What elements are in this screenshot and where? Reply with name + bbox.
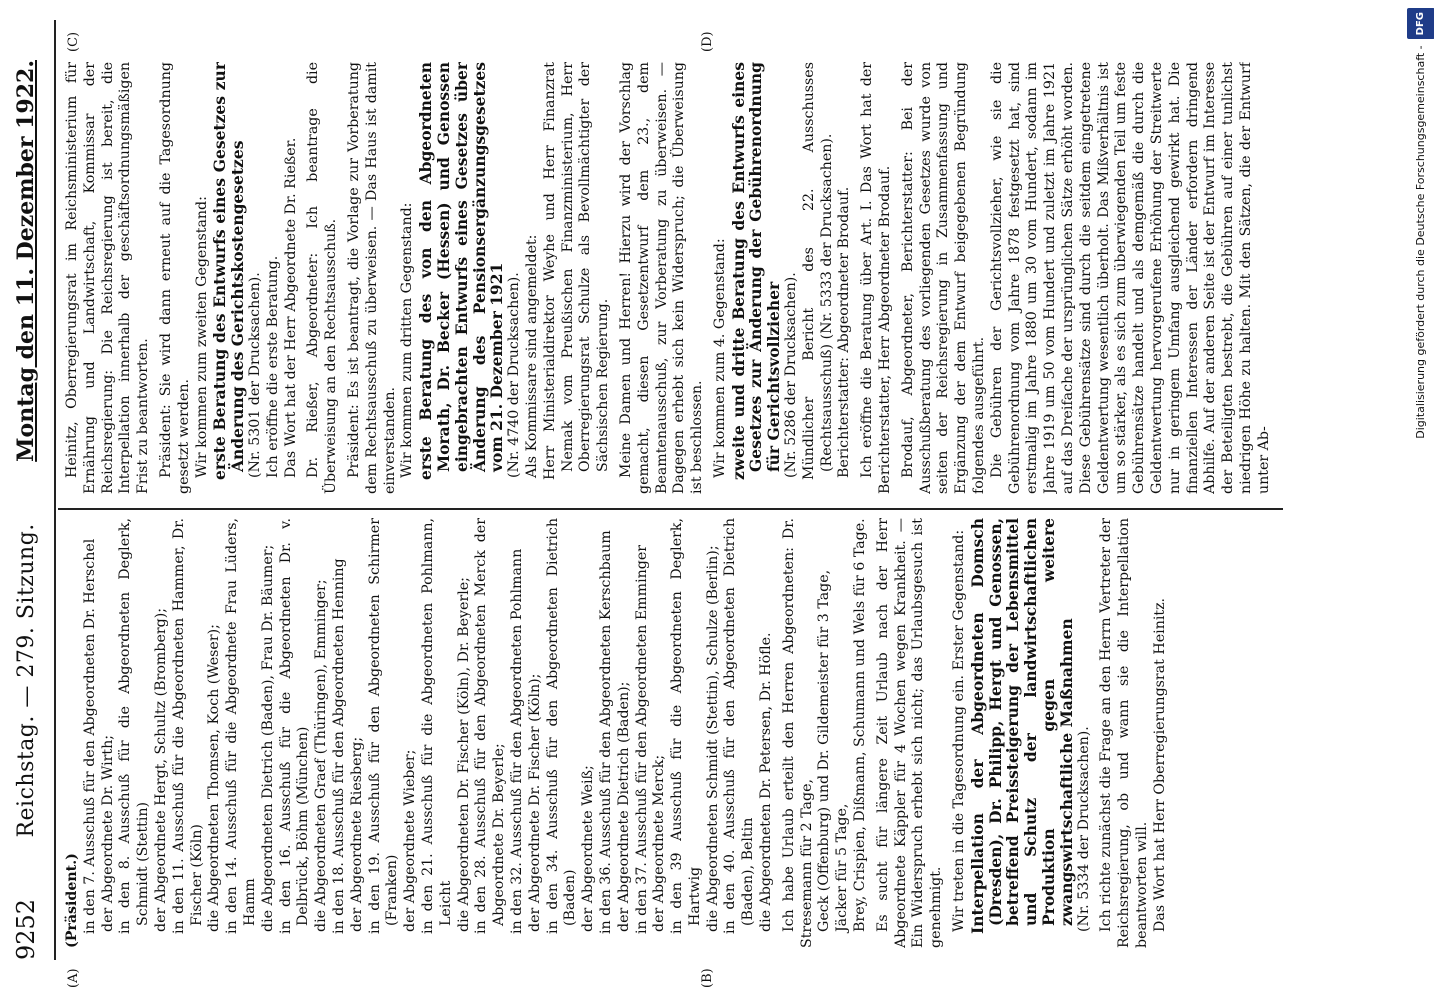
paragraph: Ich eröffne die Beratung über Art. I. Das Wort hat der Berichterstatter, Herr Abgeordneter Brodauf. [859, 62, 894, 494]
paragraph: Präsident: Sie wird dann erneut auf die Tagesordnung gesetzt werden. [157, 62, 192, 494]
paragraph: Ich richte zunächst die Frage an den Herrn Vertreter der Reichsregierung, ob und wann sie die Interpellation beantworten will. [1098, 518, 1151, 948]
paragraph: in den 37. Ausschuß für den Abgeordneten Emminger [633, 544, 650, 934]
paragraph: die Abgeordneten Dr. Petersen, Dr. Höfle. [758, 632, 775, 932]
paragraph: die Abgeordneten Dr. Fischer (Köln), Dr. Beyerle; [455, 577, 472, 932]
paragraph: Das Wort hat Herr Oberregierungsrat Heinitz. [1151, 597, 1168, 932]
page-number: 9252 [12, 898, 40, 960]
paragraph: Brey, Crispien, Dißmann, Schumann und Wels für 6 Tage. [852, 518, 869, 932]
paragraph: die Abgeordneten Dietrich (Baden), Frau Dr. Bäumer; [259, 544, 276, 932]
margin-mark-d: (D) [700, 31, 715, 52]
paragraph: Mündlicher Bericht des 22. Ausschusses (Rechtsausschuß) (Nr. 5333 der Drucksachen). [800, 62, 835, 480]
paragraph: in den 40. Ausschuß für den Abgeordneten Dietrich (Baden), Beltin [722, 518, 757, 934]
paragraph: der Abgeordnete Dr. Wirth; [99, 734, 116, 932]
paragraph: Heinitz, Oberregierungsrat im Reichsministerium für Ernährung und Landwirtschaft, Kommissar der Reichsregierung: Die Reichsregierung ist bereit, die Interpellation innerhalb der geschäftsordnungsmäßigen Frist zu beantworten. [64, 62, 152, 494]
paragraph: der Abgeordnete Merck; [651, 754, 668, 932]
paragraph: Dr. Rießer, Abgeordneter: Ich beantrage die Überweisung an den Rechtsausschuß. [305, 62, 340, 494]
paragraph: in den 7. Ausschuß für den Abgeordneten Dr. Herschel [81, 538, 98, 934]
paragraph: in den 19. Ausschuß für den Abgeordneten Schirmer (Franken) [366, 518, 401, 934]
margin-mark-b: (B) [700, 968, 715, 988]
paragraph: Berichterstatter: Abgeordneter Brodauf. [836, 186, 853, 478]
credit-text: Digitalisierung gefördert durch die Deutsche Forschungsgemeinschaft - [1414, 45, 1427, 439]
paragraph: in den 36. Ausschuß für den Abgeordneten Kerschbaum [597, 530, 614, 934]
paragraph: (Nr. 5301 der Drucksachen). [246, 272, 263, 478]
paragraph: in den 16. Ausschuß für die Abgeordneten Dr. v. Delbrück, Böhm (München) [277, 518, 312, 934]
paragraph: Ich eröffne die erste Beratung. [264, 255, 281, 478]
paragraph: Als Kommissare sind angemeldet: [523, 234, 540, 478]
paragraph: Brodauf, Abgeordneter, Berichterstatter: Bei der Ausschußberatung des vorliegenden Gesetzes wurde von seiten der Reichsregierung in Zusammenfassung und Ergänzung der dem Entwurf beigegebenen Begründung folgendes ausgeführt. [899, 62, 988, 494]
paragraph: erste Beratung des von den Abgeordneten Morath, Dr. Becker (Hessen) und Genossen eingebrachten Entwurfs eines Gesetzes über Änderung des Pensionsergänzungsgesetzes vom 21. Dezember 1921 [416, 62, 507, 480]
paragraph: Interpellation der Abgeordneten Domsch (Dresden), Dr. Philipp, Hergt und Genossen, betreffend Preissteigerung der Lebensmittel und Schutz der landwirtschaftlichen Produktion gegen weitere zwangswirtschaftliche Maßnahmen [967, 518, 1076, 934]
session-date: Montag den 11. Dezember 1922. [13, 60, 39, 462]
paragraph: der Abgeordnete Wieber; [402, 749, 419, 932]
paragraph: in den 39 Ausschuß für die Abgeordneten Deglerk, Hartwig [669, 518, 703, 934]
paragraph: (Nr. 5334 der Drucksachen). [1075, 726, 1092, 932]
paragraph: zweite und dritte Beratung des Entwurfs eines Gesetzes zur Änderung der Gebührenordnung für Gerichtsvollzieher [728, 62, 784, 480]
paragraph: der Abgeordnete Riesberg; [348, 736, 365, 932]
paragraph: (Präsident.) [64, 853, 80, 948]
paragraph: die Abgeordneten Thomsen, Koch (Weser); [206, 624, 223, 932]
paragraph: der Abgeordnete Dr. Fischer (Köln); [526, 673, 543, 932]
paragraph: Ich habe Urlaub erteilt den Herren Abgeordneten: Dr. Stresemann für 2 Tage, [780, 518, 815, 948]
header-rule [54, 20, 56, 960]
paragraph: der Abgeordnete Weiß; [580, 765, 597, 932]
paragraph: Wir kommen zum 4. Gegenstand: [711, 238, 728, 478]
left-column [64, 518, 1284, 948]
digitization-credit [1408, 0, 1434, 1000]
paragraph: Die Gebühren der Gerichtsvollzieher, wie sie die Gebührenordnung vom Jahre 1878 festgesetzt hat, sind erstmalig im Jahre 1880 um 30 vom Hundert, sodann im Jahre 1919 um 50 vom Hundert und zuletzt im Jahre 1921 auf das Dreifache der ursprünglichen Sätze erhöht worden. Diese Gebührensätze sind durch die seitdem eingetretene Geldentwertung wesentlich überholt. Das Mißverhältnis ist um so stärker, als es sich zum überwiegenden Teil um feste Gebührensätze handelt und als demgemäß die durch die Geldentwertung hervorgerufene Erhöhung der Streitwerte nur in geringem Umfang ausgleichend gewirkt hat. Die finanziellen Interessen der Länder erfordern dringend Abhilfe. Auf der anderen Seite ist der Entwurf im Interesse der Beteiligten bestrebt, die Gebühren auf einer tunlichst niedrigen Höhe zu halten. Mit den Sätzen, die der Entwurf unter Ab- [988, 62, 1272, 494]
paragraph: in den 8. Ausschuß für die Abgeordneten Deglerk, Schmidt (Stettin) [117, 518, 152, 934]
paragraph: die Abgeordneten Schmidt (Stettin), Schulze (Berlin); [704, 545, 721, 932]
paragraph: in den 14. Ausschuß für die Abgeordnete Frau Lüders, Hamm [224, 518, 258, 934]
paragraph: Wir kommen zum dritten Gegenstand: [399, 202, 416, 478]
paragraph: Jäcker für 5 Tage, [834, 803, 851, 932]
paragraph: die Abgeordneten Graef (Thüringen), Emminger; [313, 579, 330, 932]
paragraph: erste Beratung des Entwurfs eines Gesetzes zur Änderung des Gerichtskostengesetzes [210, 62, 248, 480]
paragraph: in den 34. Ausschuß für den Abgeordneten Dietrich (Baden) [544, 518, 579, 934]
paragraph: Meine Damen und Herren! Hierzu wird der Vorschlag gemacht, diesen Gesetzentwurf dem 23., dem Beamtenausschuß, zur Vorberatung zu überweisen. — Dagegen erhebt sich kein Widerspruch; die Überweisung ist beschlossen. [617, 62, 706, 494]
page-header [6, 60, 46, 960]
paragraph: in den 32. Ausschuß für den Abgeordneten Pohlmann [508, 548, 525, 934]
dfg-logo: DFG [1407, 8, 1434, 39]
paragraph: Es sucht für längere Zeit Urlaub nach der Herr Abgeordnete Käppler für 4 Wochen wegen Krankheit. — Ein Widerspruch erhebt sich nicht; das Urlaubsgesuch ist genehmigt. [874, 518, 945, 948]
paragraph: in den 18. Ausschuß für den Abgeordneten Henning [330, 558, 347, 934]
session-title: Reichstag. — 279. Sitzung. [13, 523, 39, 838]
paragraph: in den 11. Ausschuß für die Abgeordneten Hammer, Dr. Fischer (Köln) [170, 518, 205, 934]
paragraph: (Nr. 4740 der Drucksachen). [506, 272, 523, 478]
digitization-sidebar [1408, 0, 1434, 1000]
paragraph: Wir kommen zum zweiten Gegenstand: [193, 196, 210, 478]
paragraph: der Abgeordnete Hergt, Schultz (Bromberg); [152, 607, 169, 932]
paragraph: Herr Ministerialdirektor Weyhe und Herr Finanzrat Nemak vom Preußischen Finanzministerium, Herr Oberregierungsrat Schulze als Bevollmächtigter der Sächsischen Regierung. [541, 62, 612, 480]
right-column [64, 62, 1284, 494]
margin-mark-a: (A) [66, 968, 81, 988]
paragraph: der Abgeordnete Dietrich (Baden); [615, 681, 632, 932]
margin-mark-c: (C) [66, 31, 81, 52]
paragraph: in den 21. Ausschuß für die Abgeordneten Pohlmann, Leicht [419, 518, 454, 934]
paragraph: Präsident: Es ist beantragt, die Vorlage zur Vorberatung dem Rechtsausschuß zu überweisen. — Das Haus ist damit einverstanden. [345, 62, 398, 494]
paragraph: Geck (Offenburg) und Dr. Gildemeister für 3 Tage, [816, 569, 833, 932]
paragraph: in den 28. Ausschuß für den Abgeordneten Merck der Abgeordnete Dr. Beyerle; [473, 518, 508, 934]
column-divider [58, 508, 1283, 510]
paragraph: Das Wort hat der Herr Abgeordnete Dr. Rießer. [282, 137, 299, 478]
paragraph: Wir treten in die Tagesordnung ein. Erster Gegenstand: [951, 529, 968, 932]
paragraph: (Nr. 5286 der Drucksachen). [783, 272, 800, 478]
